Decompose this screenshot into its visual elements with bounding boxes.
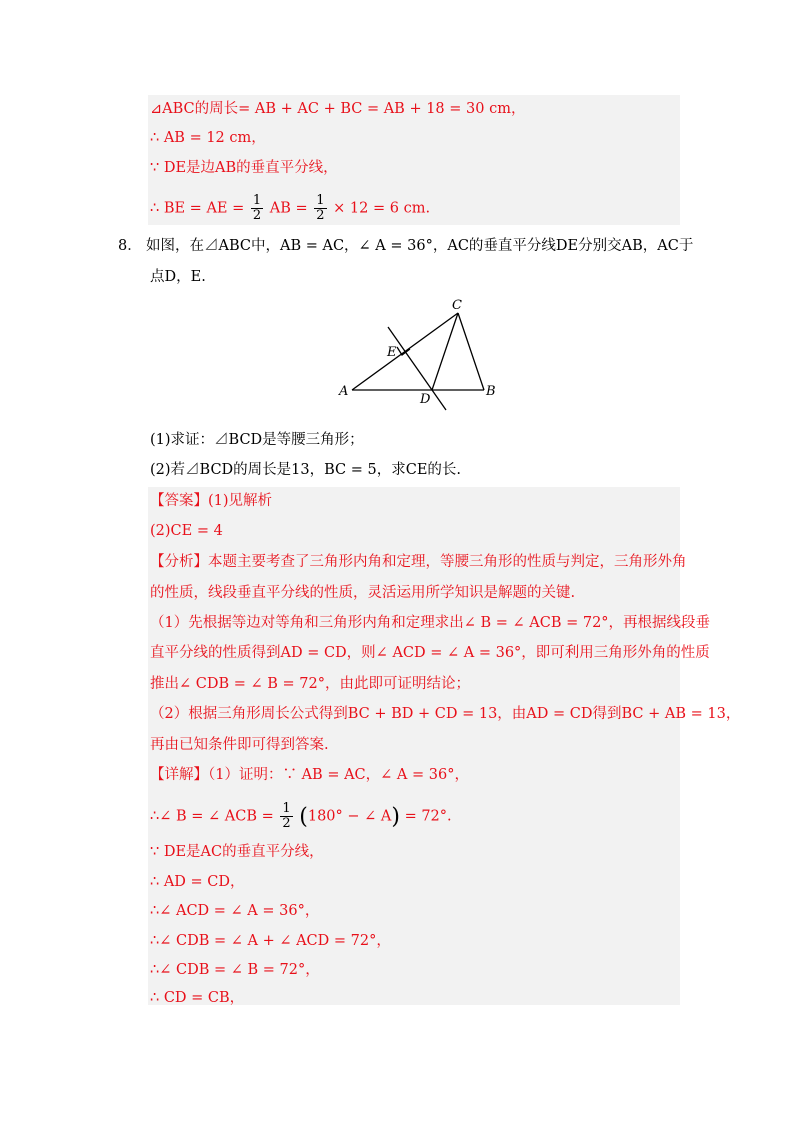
close-paren: ) [391, 804, 400, 830]
top-line-4 [150, 194, 430, 223]
answer-1: 【答案】(1)见解析 [150, 493, 273, 509]
analysis-1: 【分析】本题主要考查了三角形内角和定理，等腰三角形的性质与判定，三角形外角 [150, 554, 687, 570]
top-line-2: ∴ AB = 12 cm， [150, 130, 266, 146]
fraction-half-3: $\frac{1}{2}$ [282, 801, 291, 831]
label-A: A [339, 384, 349, 399]
detail-4: ∴ AD = CD， [150, 874, 245, 890]
analysis-7: 再由已知条件即可得到答案. [150, 737, 329, 753]
analysis-3: （1）先根据等边对等角和三角形内角和定理求出∠ B = ∠ ACB = 72°，再根据线段垂 [150, 615, 711, 631]
top-line-1: ⊿ABC的周长= AB + AC + BC = AB + 18 = 30 cm， [150, 101, 526, 117]
top-line-3: ∵ DE是边AB的垂直平分线， [150, 160, 338, 176]
fraction-half-2: $\frac{1}{2}$ [316, 193, 325, 223]
open-paren: ( [299, 804, 308, 830]
analysis-2: 的性质，线段垂直平分线的性质，灵活运用所学知识是解题的关键. [150, 585, 576, 601]
detail-8: ∴ CD = CB， [150, 990, 245, 1006]
label-D: D [420, 392, 431, 407]
detail-2 [150, 802, 452, 831]
detail-6: ∴∠ CDB = ∠ A + ∠ ACD = 72°， [150, 933, 391, 949]
analysis-4: 直平分线的性质得到AD = CD，则∠ ACD = ∠ A = 36°，即可利用三角形外角的性质 [150, 645, 710, 661]
sub-question-1: (1)求证：⊿BCD是等腰三角形； [150, 432, 364, 448]
label-B: B [486, 384, 496, 399]
question-text-1: 如图，在⊿ABC中，AB = AC，∠ A = 36°，AC的垂直平分线DE分别交AB，AC于 [146, 238, 694, 254]
top-line-4-pre: ∴ BE = AE = [150, 200, 249, 217]
question-number: 8． [118, 238, 142, 254]
fraction-half-1: $\frac{1}{2}$ [252, 193, 262, 223]
detail-7: ∴∠ CDB = ∠ B = 72°， [150, 962, 320, 978]
top-line-4-post: × 12 = 6 cm. [333, 200, 431, 217]
sub-question-2: (2)若⊿BCD的周长是13，BC = 5，求CE的长. [150, 462, 462, 478]
analysis-5: 推出∠ CDB = ∠ B = 72°，由此即可证明结论； [150, 676, 470, 692]
detail-5: ∴∠ ACD = ∠ A = 36°， [150, 903, 320, 919]
top-line-4-mid: AB = [269, 200, 313, 217]
analysis-6: （2）根据三角形周长公式得到BC + BD + CD = 13，由AD = CD得到BC + AB = 13， [150, 706, 741, 722]
detail-3: ∵ DE是AC的垂直平分线， [150, 844, 324, 860]
label-E: E [387, 345, 397, 360]
detail-2-inner: 180° − ∠ A [307, 808, 392, 825]
question-text-2: 点D，E. [150, 269, 206, 285]
detail-2-pre: ∴∠ B = ∠ ACB = [150, 808, 279, 825]
answer-2: (2)CE = 4 [150, 523, 223, 539]
detail-2-post: = 72°. [404, 808, 452, 825]
label-C: C [452, 298, 462, 313]
detail-1: 【详解】（1）证明：∵ AB = AC，∠ A = 36°， [150, 767, 469, 783]
